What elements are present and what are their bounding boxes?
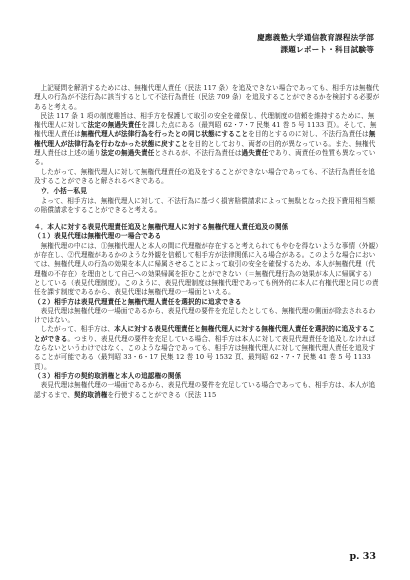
paragraph: 上記疑問を解消するためには、無権代理人責任（民法 117 条）を追及できない場合であっても、相手方は無権代理人の行為が不法行為に該当するとして不法行為責任（民法 709 条）を追及することができるかを検討する必要があると考える。 (34, 84, 380, 111)
text-run: 表見代理は無権代理の一場面であるから、表見代理の要件を充足している場合であっても、相手方は、本人が追認するまで、 (34, 381, 376, 399)
text-run: したがって、相手方は、 (40, 325, 115, 334)
text-run: 民法 117 条 1 項の制度趣旨は、相手方を保護して取引の安全を確保し、代理制度の信頼を維持するために、無権代理人に対して (34, 111, 375, 130)
spacer (34, 215, 380, 223)
page-number: p. 33 (349, 551, 376, 562)
text-run: を行使することができる（民法 115 (107, 390, 217, 399)
subsection-heading: （２）相手方は表見代理責任と無権代理人責任を選択的に追求できる (34, 297, 242, 306)
emphasis-text: 法定の無過失責任 (87, 121, 142, 130)
emphasis-text: 過失責任 (241, 149, 269, 158)
section-heading: ４．本人に対する表見代理責任追及と無権代理人に対する無権代理人責任追及の関係 (34, 223, 289, 232)
subsection-heading: （１）表見代理は無権代理の一場合である (34, 232, 162, 241)
text-run: を目的としており、両者の目的が異なっている。また、無権代理人責任は上述の通り (34, 139, 376, 158)
emphasis-text: 本人に対する表見代理責任と無権代理人に対する無権代理人責任を選択的に追及することができる (34, 325, 376, 343)
document-body (34, 84, 380, 400)
paragraph: したがって、無権代理人に対して無権代理責任の追及をすることができない場合であっても、不法行為責任を追及することができると解されるべきである。 (34, 167, 376, 185)
text-run: とされるが、不法行為責任は (154, 149, 242, 158)
header-course: 課題レポート・科目試験等 (280, 45, 374, 54)
text-run: を目的とするのに対し、不法行為責任は (248, 130, 369, 139)
paragraph (34, 381, 380, 400)
document-header (257, 32, 374, 56)
text-run: を課した点にある（最判昭 62・7・7 民集 41 巻 5 号 1133 頁）。そして、無権代理人責任は (34, 121, 377, 139)
paragraph: 表見代理は無権代理の一場面であるから、表見代理の要件を充足したとしても、無権代理の側面が除去されるわけではない。 (34, 306, 376, 325)
emphasis-text: 法定の無過失責任 (100, 149, 155, 158)
emphasis-text: 契約取消権 (74, 390, 108, 399)
paragraph: よって、相手方は、無権代理人に対して、不法行為に基づく損害賠償請求によって無駄となった投下費用相当額の賠償請求をすることができると考える。 (34, 196, 376, 214)
emphasis-text: 無権代理人が法律行為を行わなかった状態に戻すこと (34, 130, 376, 148)
paragraph (34, 325, 380, 371)
paragraph (34, 112, 380, 168)
subsection-heading: （３）相手方の契約取消権と本人の追認権の関係 (34, 371, 182, 380)
text-run: 。つまり、表見代理の要件を充足している場合、相手方は本人に対して表見代理責任を追及しなければならないというわけではなく、このような場合であっても、相手方は無権代理人に対して無権代理人責任を追及することが可能である（最判昭 33・6・17 民集 12 巻 10 号 1532 頁、最判昭 62・7・7 民集 41 巻 5 号 1133 頁）。 (34, 334, 376, 371)
subsection-heading: ウ．小括－私見 (40, 187, 87, 196)
paragraph: 無権代理の中には、①無権代理人と本人の間に代理権が存在すると考えられてもやむを得ないような事情（外観）が存在し、②代理権があるかのような外観を信頼して相手方が法律関係に入る場合がある。このような場合においては、無権代理人の行為の効果を本人に帰属させることによって取引の安全を確保するため、本人が無権代理（代理権の不存在）を理由として自己への効果帰属を拒むことができない（＝無権代理行為の効果が本人に帰属する）としている（表見代理制度）。このように、表見代理制度は無権代理であっても例外的に本人に有権代理と同じの責任を課す制度であるから、表見代理は無権代理の一場面といえる。 (34, 241, 379, 297)
header-university: 慶應義塾大学通信教育課程法学部 (257, 33, 374, 42)
text-run: であり、両責任の性質も異なっている。 (34, 149, 376, 167)
emphasis-text: 無権代理人が法律行為を行ったとの同じ状態にすること (80, 130, 249, 139)
